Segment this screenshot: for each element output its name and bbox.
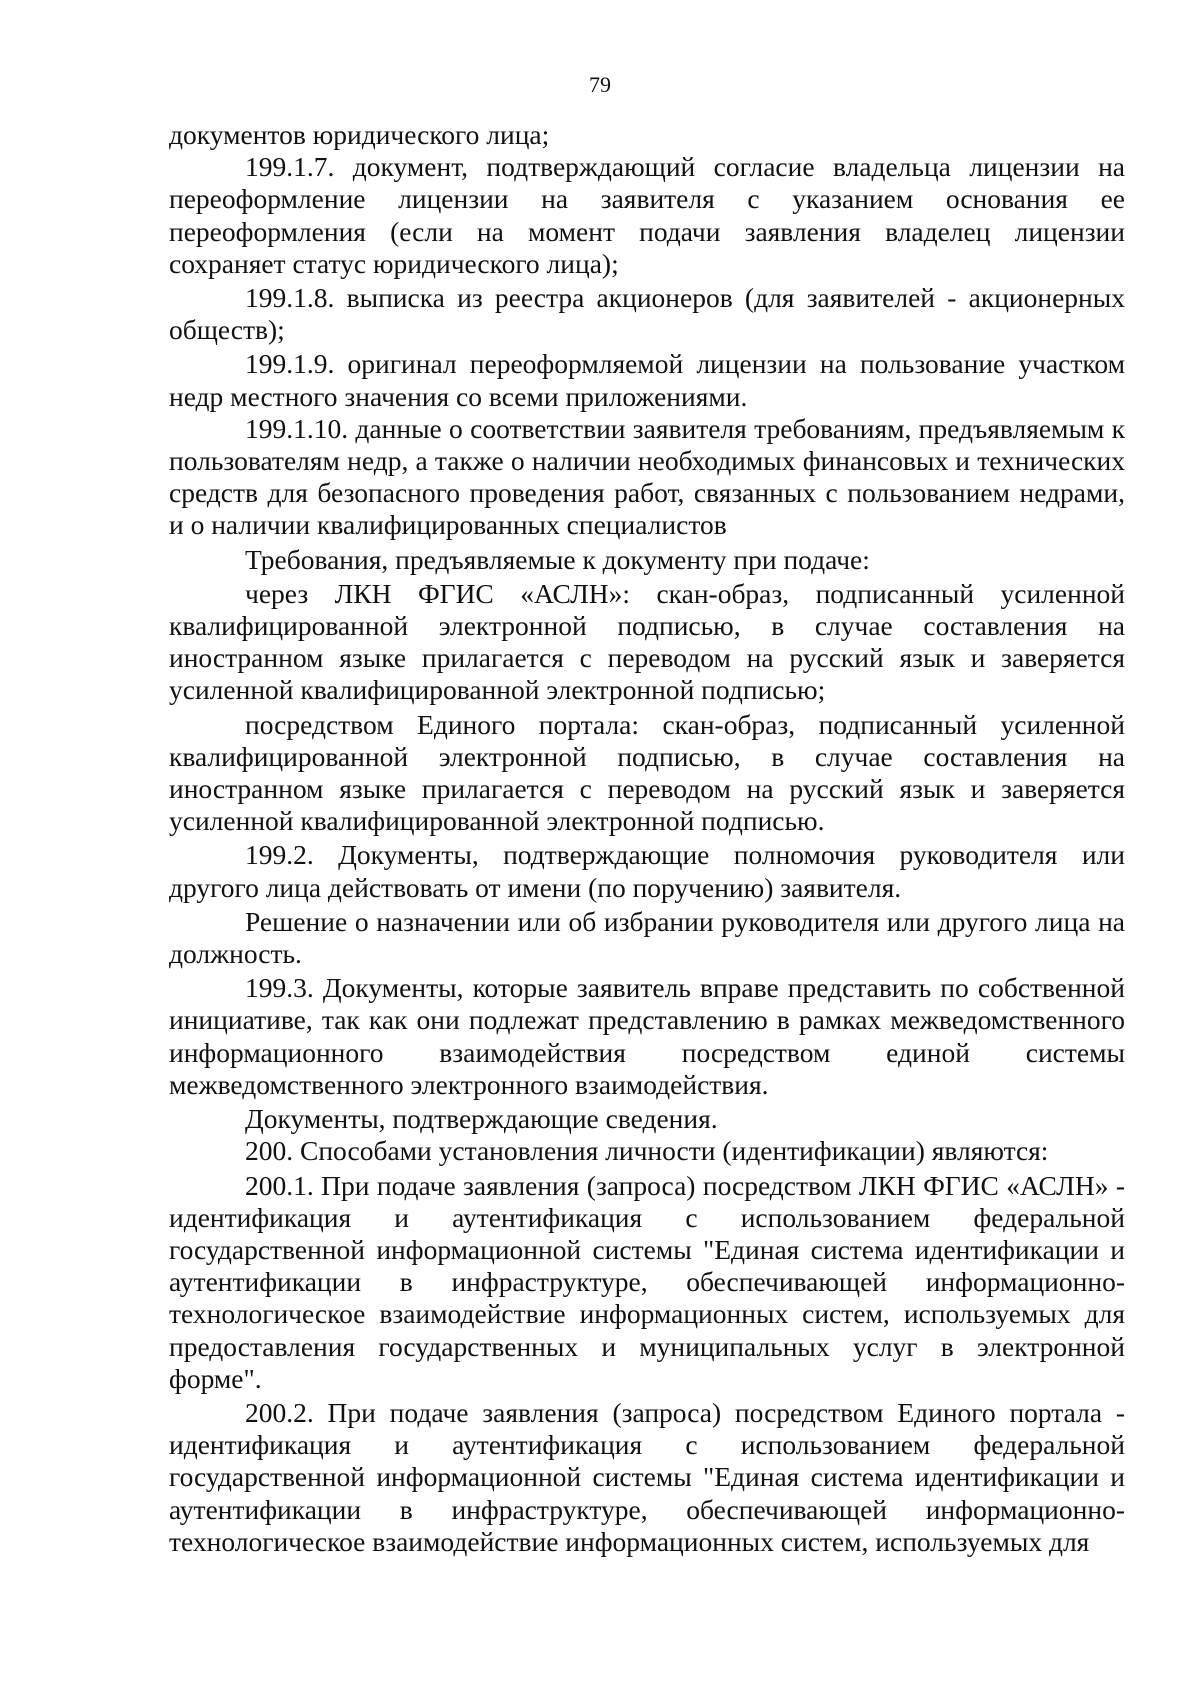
paragraph-199-2: 199.2. Документы, подтверждающие полномочия руководителя или другого лица действовать от имени (по поручению) заявителя. [169, 839, 1125, 903]
paragraph-decision: Решение о назначении или об избрании руководителя или другого лица на должность. [169, 905, 1125, 970]
paragraph-200-1: 200.1. При подаче заявления (запроса) посредством ЛКН ФГИС «АСЛН» - идентификация и аутентификация с использованием федеральной государственной информационной системы "Единая система идентификации и аутентификации в инфраструктуре, обеспечивающей информационно-технологическое взаимодействие информационных систем, используемых для предоставления государственных и муниципальных услуг в электронной форме". [169, 1169, 1125, 1394]
paragraph-199-3: 199.3. Документы, которые заявитель вправе представить по собственной инициативе, так как они подлежат представлению в рамках межведомственного информационного взаимодействия посредством единой системы межведомственного электронного взаимодействия. [169, 972, 1125, 1100]
paragraph-199-1-8: 199.1.8. выписка из реестра акционеров (для заявителей - акционерных обществ); [169, 282, 1125, 346]
paragraph-200: 200. Способами установления личности (идентификации) являются: [245, 1135, 1049, 1167]
paragraph-via-portal: посредством Единого портала: скан-образ, подписанный усиленной квалифицированной электронной подписью, в случае составления на иностранном языке прилагается с переводом на русский язык и заверяется усиленной квалифицированной электронной подписью. [169, 708, 1125, 837]
paragraph-continuation: документов юридического лица; [169, 119, 550, 150]
page-number: 79 [589, 72, 611, 97]
paragraph-documents-info: Документы, подтверждающие сведения. [245, 1103, 718, 1135]
document-body [169, 119, 1125, 1558]
paragraph-requirements-heading: Требования, предъявляемые к документу при подаче: [245, 543, 870, 575]
paragraph-199-1-7: 199.1.7. документ, подтверждающий согласие владельца лицензии на переоформление лицензии на заявителя с указанием основания ее переоформления (если на момент подачи заявления владелец лицензии сохраняет статус юридического лица); [169, 151, 1125, 279]
paragraph-199-1-9: 199.1.9. оригинал переоформляемой лицензии на пользование участком недр местного значения со всеми приложениями. [169, 348, 1125, 412]
paragraph-via-lkn: через ЛКН ФГИС «АСЛН»: скан-образ, подписанный усиленной квалифицированной электронной подписью, в случае составления на иностранном языке прилагается с переводом на русский язык и заверяется усиленной квалифицированной электронной подписью; [169, 577, 1125, 706]
paragraph-199-1-10: 199.1.10. данные о соответствии заявителя требованиям, предъявляемым к пользователям недр, а также о наличии необходимых финансовых и технических средств для безопасного проведения работ, связанных с пользованием недрами, и о наличии квалифицированных специалистов [169, 412, 1125, 541]
paragraph-200-2: 200.2. При подаче заявления (запроса) посредством Единого портала - идентификация и аутентификация с использованием федеральной государственной информационной системы "Единая система идентификации и аутентификации в инфраструктуре, обеспечивающей информационно-технологическое взаимодействие информационных систем, используемых для [169, 1396, 1125, 1557]
